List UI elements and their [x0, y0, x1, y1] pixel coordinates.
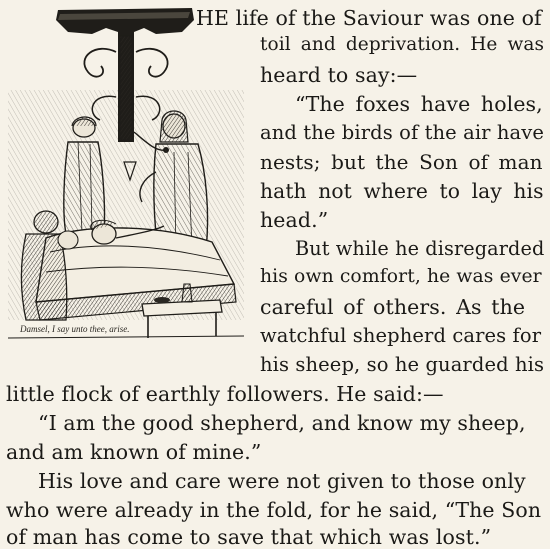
text-line-1: HE life of the Saviour was one of	[196, 6, 542, 30]
text-line-6: nests; but the Son of man	[260, 150, 543, 174]
illustration-caption: Damsel, I say unto thee, arise.	[20, 324, 130, 334]
text-line-19: of man has come to save that which was lost.”	[6, 525, 492, 549]
text-line-10: his own comfort, he was ever	[260, 266, 542, 287]
text-line-16: and am known of mine.”	[6, 440, 262, 464]
text-line-8: head.”	[260, 208, 329, 232]
text-line-2: toil and deprivation. He was	[260, 34, 545, 55]
engraving-drawing	[6, 2, 246, 344]
text-line-13: his sheep, so he guarded his	[260, 353, 545, 376]
text-line-7: hath not where to lay his	[260, 179, 544, 203]
text-line-14: little flock of earthly followers. He said:—	[6, 382, 444, 406]
text-line-9: But while he disregarded	[295, 237, 545, 260]
text-line-3: heard to say:—	[260, 63, 418, 87]
text-line-12: watchful shepherd cares for	[260, 324, 542, 347]
text-line-11: careful of others. As the	[260, 295, 526, 319]
engraving-illustration	[6, 2, 246, 344]
text-line-15: “I am the good shepherd, and know my sheep,	[38, 411, 526, 435]
text-line-4: “The foxes have holes,	[295, 92, 543, 116]
text-line-5: and the birds of the air have	[260, 121, 545, 144]
text-line-18: who were already in the fold, for he said, “The Son	[6, 498, 542, 522]
text-line-17: His love and care were not given to those only	[38, 469, 526, 493]
